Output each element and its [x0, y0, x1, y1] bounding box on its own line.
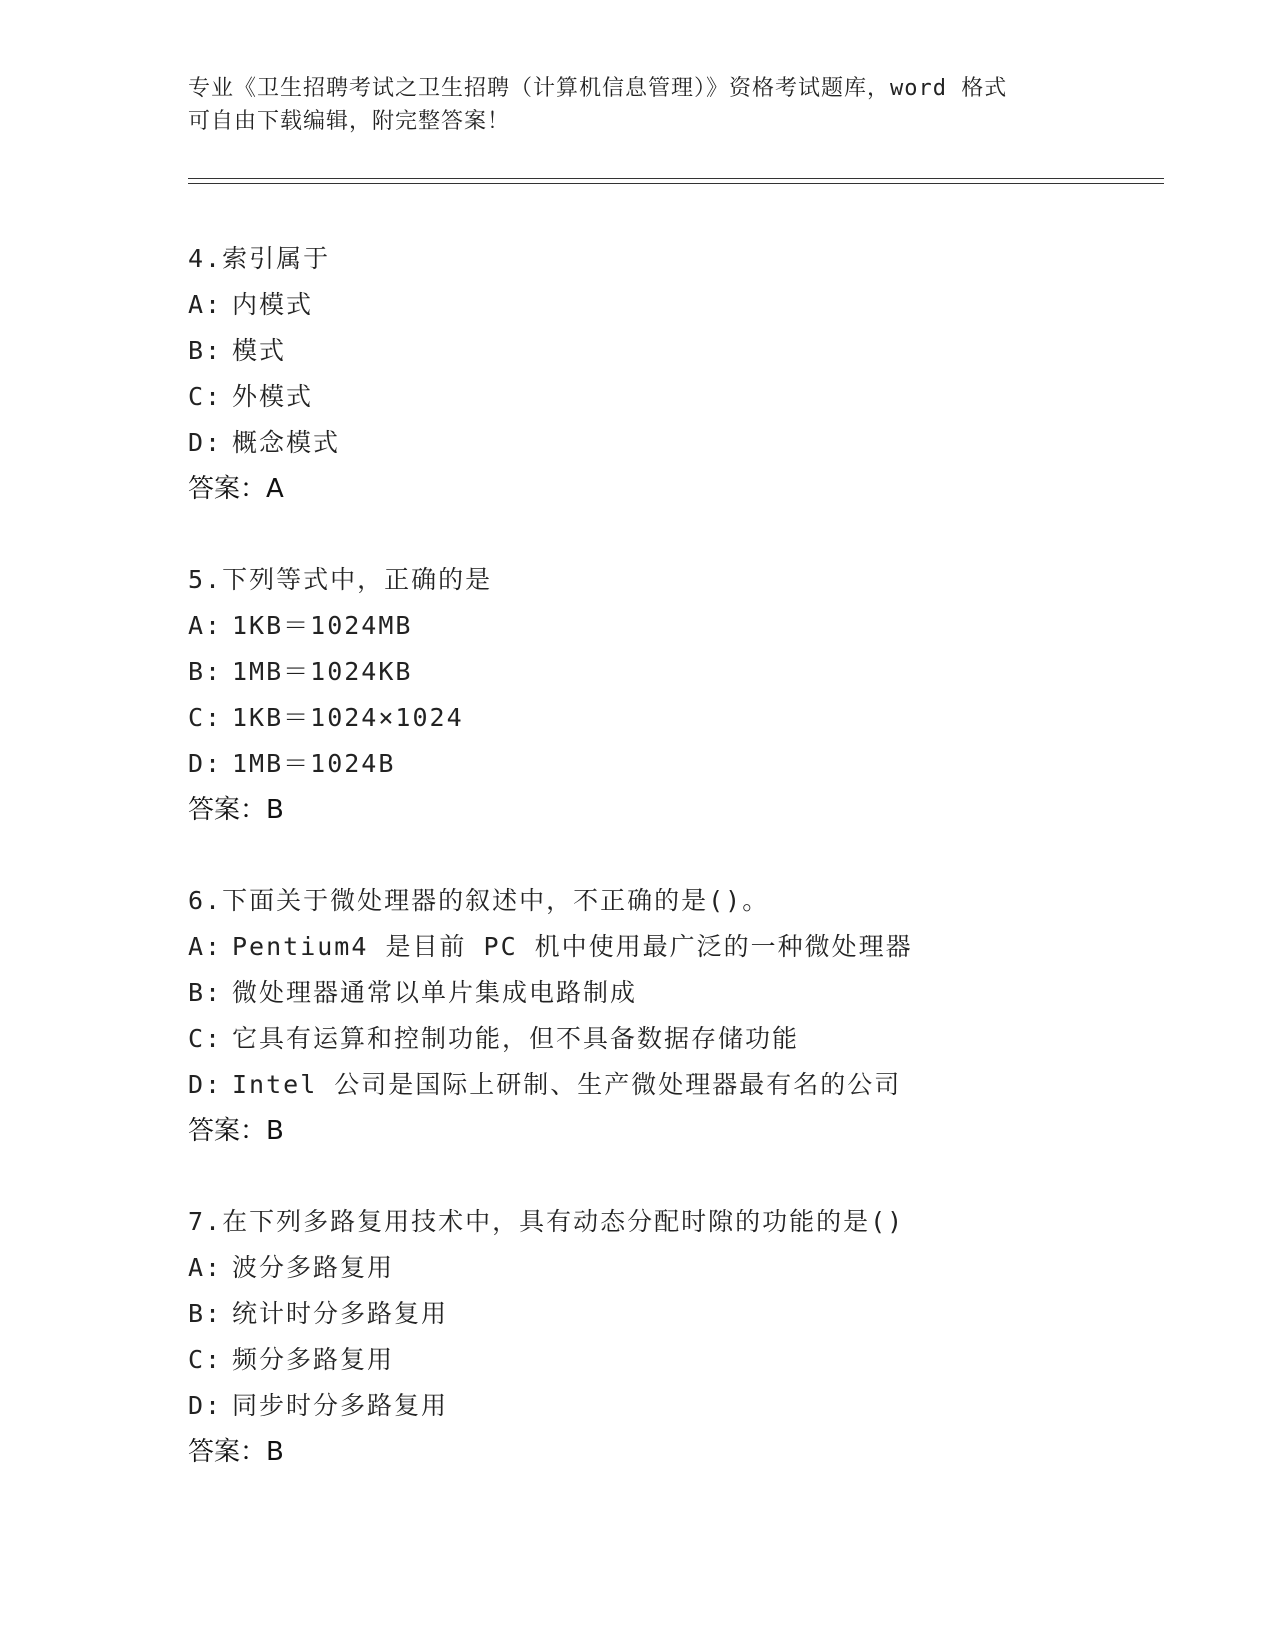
option-text: 微处理器通常以单片集成电路制成 — [232, 978, 638, 1007]
option-text: 统计时分多路复用 — [232, 1299, 449, 1328]
option-letter: B: — [188, 1299, 223, 1328]
answer-line: 答案：A — [188, 474, 284, 504]
option-c — [188, 1016, 1168, 1062]
option-text: 1KB＝1024×1024 — [232, 703, 464, 732]
option-text: 同步时分多路复用 — [232, 1391, 449, 1420]
question-4 — [188, 236, 1168, 512]
question-list — [188, 236, 1168, 1520]
option-text: 1KB＝1024MB — [232, 611, 413, 640]
option-a — [188, 924, 1168, 970]
option-letter: A: — [188, 932, 223, 961]
document-header — [188, 72, 1088, 138]
option-letter: B: — [188, 336, 223, 365]
option-letter: D: — [188, 749, 223, 778]
option-d — [188, 1383, 1168, 1429]
question-stem: 5.下列等式中，正确的是 — [188, 565, 493, 594]
option-letter: A: — [188, 290, 223, 319]
option-text: 概念模式 — [232, 428, 341, 457]
option-text: Intel 公司是国际上研制、生产微处理器最有名的公司 — [232, 1070, 902, 1099]
option-c — [188, 374, 1168, 420]
answer-line: 答案：B — [188, 1437, 284, 1467]
option-b — [188, 1291, 1168, 1337]
option-letter: B: — [188, 657, 223, 686]
option-b — [188, 649, 1168, 695]
option-text: 频分多路复用 — [232, 1345, 395, 1374]
option-text: 内模式 — [232, 290, 314, 319]
option-letter: A: — [188, 611, 223, 640]
option-b — [188, 970, 1168, 1016]
header-divider-bottom — [188, 183, 1164, 184]
question-stem: 4.索引属于 — [188, 244, 331, 273]
header-divider-top — [188, 178, 1164, 179]
option-a — [188, 1245, 1168, 1291]
question-stem: 7.在下列多路复用技术中，具有动态分配时隙的功能的是() — [188, 1207, 905, 1236]
option-c — [188, 695, 1168, 741]
option-d — [188, 420, 1168, 466]
answer-line: 答案：B — [188, 795, 284, 825]
answer-line: 答案：B — [188, 1116, 284, 1146]
option-letter: B: — [188, 978, 223, 1007]
option-text: 模式 — [232, 336, 287, 365]
option-letter: D: — [188, 428, 223, 457]
option-text: 它具有运算和控制功能，但不具备数据存储功能 — [232, 1024, 800, 1053]
header-line-1: 专业《卫生招聘考试之卫生招聘（计算机信息管理）》资格考试题库，word 格式 — [188, 76, 1008, 101]
header-line-2: 可自由下载编辑，附完整答案！ — [188, 109, 511, 134]
option-d — [188, 1062, 1168, 1108]
option-d — [188, 741, 1168, 787]
option-text: 外模式 — [232, 382, 314, 411]
option-letter: D: — [188, 1391, 223, 1420]
option-letter: C: — [188, 703, 223, 732]
question-7 — [188, 1199, 1168, 1475]
option-letter: A: — [188, 1253, 223, 1282]
option-a — [188, 282, 1168, 328]
question-5 — [188, 557, 1168, 833]
question-6 — [188, 878, 1168, 1154]
option-c — [188, 1337, 1168, 1383]
option-a — [188, 603, 1168, 649]
option-letter: C: — [188, 1345, 223, 1374]
option-text: 1MB＝1024KB — [232, 657, 413, 686]
option-letter: C: — [188, 1024, 223, 1053]
option-text: 波分多路复用 — [232, 1253, 395, 1282]
option-b — [188, 328, 1168, 374]
option-letter: D: — [188, 1070, 223, 1099]
question-stem: 6.下面关于微处理器的叙述中，不正确的是()。 — [188, 886, 770, 915]
option-letter: C: — [188, 382, 223, 411]
option-text: Pentium4 是目前 PC 机中使用最广泛的一种微处理器 — [232, 932, 913, 961]
option-text: 1MB＝1024B — [232, 749, 396, 778]
